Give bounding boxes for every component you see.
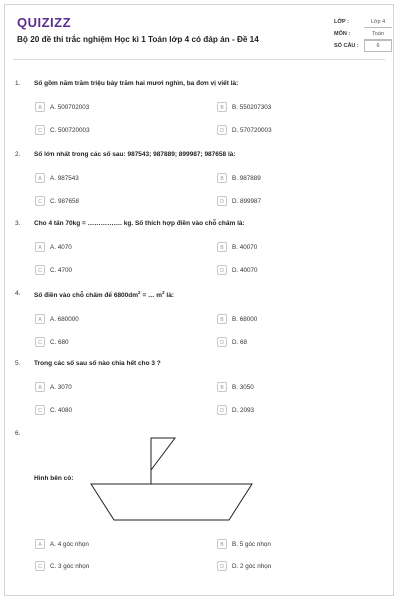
option-text: A. 4070 (50, 243, 72, 251)
document-title: Bộ 20 đề thi trắc nghiệm Học kì 1 Toán lớp 4 có đáp án - Đề 14 (17, 35, 259, 44)
question-text: Số gồm năm trăm triệu bảy trăm hai mươi nghìn, ba đơn vị viết là: (34, 80, 239, 87)
option-letter-box: C (35, 405, 45, 415)
option-text: C. 680 (50, 338, 69, 346)
option-a[interactable] (35, 382, 72, 392)
option-text: A. 4 góc nhọn (50, 540, 89, 548)
option-text: C. 3 góc nhọn (50, 562, 90, 570)
option-b[interactable] (217, 382, 254, 392)
option-text: B. 5 góc nhọn (232, 540, 271, 548)
superscript: 2 (162, 290, 165, 295)
option-text: B. 68000 (232, 315, 258, 323)
option-c[interactable] (35, 196, 79, 206)
quizizz-logo: QUIZIZZ (17, 15, 72, 30)
option-text: D. 899987 (232, 197, 262, 205)
option-d[interactable] (217, 265, 258, 275)
option-c[interactable] (35, 405, 72, 415)
question-text-part: Số điền vào chỗ chấm để 6800dm (34, 292, 139, 300)
option-text: D. 40070 (232, 266, 258, 274)
option-text: C. 4700 (50, 266, 73, 274)
question-text (34, 290, 374, 299)
meta-label-count: SỐ CÂU : (334, 43, 359, 49)
option-letter-box: A (35, 173, 45, 183)
meta-row-grade (334, 16, 392, 28)
option-b[interactable] (217, 173, 261, 183)
option-letter-box: C (35, 265, 45, 275)
option-b[interactable] (217, 242, 257, 252)
question-text: Số lớn nhất trong các số sau: 987543; 987889; 899987; 987658 là: (34, 151, 236, 158)
option-text: A. 987543 (50, 174, 79, 182)
boat-sail (151, 438, 175, 470)
option-letter-box: A (35, 539, 45, 549)
option-letter-box: B (217, 242, 227, 252)
option-letter-box: D (217, 337, 227, 347)
question-number: 2. (15, 151, 21, 158)
option-d[interactable] (217, 337, 247, 347)
option-a[interactable] (35, 242, 72, 252)
option-b[interactable] (217, 539, 271, 549)
option-letter-box: B (217, 314, 227, 324)
boat-hull (91, 484, 252, 520)
option-letter-box: C (35, 561, 45, 571)
option-d[interactable] (217, 196, 261, 206)
option-letter-box: D (217, 265, 227, 275)
worksheet-meta (334, 16, 392, 52)
option-letter-box: D (217, 196, 227, 206)
option-letter-box: B (217, 539, 227, 549)
question-number: 6. (15, 430, 21, 437)
option-text: B. 987889 (232, 174, 261, 182)
option-a[interactable] (35, 539, 89, 549)
option-a[interactable] (35, 173, 79, 183)
option-text: B. 40070 (232, 243, 258, 251)
meta-value-grade: Lớp 4 (364, 17, 392, 28)
question-number: 1. (15, 80, 21, 87)
option-letter-box: B (217, 382, 227, 392)
option-c[interactable] (35, 125, 90, 135)
question-number: 3. (15, 220, 21, 227)
option-text: C. 987658 (50, 197, 80, 205)
header-divider (13, 59, 385, 60)
option-c[interactable] (35, 337, 69, 347)
question-text-part: = … m (140, 292, 163, 300)
option-b[interactable] (217, 102, 271, 112)
option-c[interactable] (35, 265, 72, 275)
option-text: D. 570720003 (232, 126, 272, 134)
option-text: A. 3070 (50, 383, 72, 391)
option-text: D. 68 (232, 338, 248, 346)
option-c[interactable] (35, 561, 89, 571)
meta-row-count (334, 40, 392, 52)
option-d[interactable] (217, 125, 272, 135)
meta-row-subject (334, 28, 392, 40)
option-d[interactable] (217, 405, 254, 415)
option-letter-box: A (35, 242, 45, 252)
superscript: 2 (138, 290, 141, 295)
option-text: B. 3050 (232, 383, 254, 391)
meta-value-count: 6 (364, 40, 392, 52)
question-number: 5. (15, 360, 21, 367)
worksheet-page (4, 4, 394, 596)
option-letter-box: A (35, 382, 45, 392)
question-number: 4. (15, 290, 21, 297)
question-text-part: là: (164, 292, 174, 300)
option-letter-box: C (35, 337, 45, 347)
option-letter-box: A (35, 314, 45, 324)
option-text: B. 550207303 (232, 103, 272, 111)
option-text: C. 500720003 (50, 126, 90, 134)
meta-label-grade: LỚP : (334, 19, 349, 25)
option-text: D. 2093 (232, 406, 255, 414)
question-text: Trong các số sau số nào chia hết cho 3 ? (34, 360, 161, 367)
option-letter-box: C (35, 196, 45, 206)
option-b[interactable] (217, 314, 257, 324)
meta-label-subject: MÔN : (334, 31, 351, 37)
option-text: A. 500702003 (50, 103, 90, 111)
option-letter-box: C (35, 125, 45, 135)
option-text: C. 4080 (50, 406, 73, 414)
option-text: D. 2 góc nhọn (232, 562, 272, 570)
option-d[interactable] (217, 561, 271, 571)
question-text: Hình bên có: (34, 475, 74, 482)
option-letter-box: A (35, 102, 45, 112)
option-letter-box: D (217, 125, 227, 135)
option-a[interactable] (35, 102, 89, 112)
option-a[interactable] (35, 314, 79, 324)
question-text: Cho 4 tấn 70kg = ……………. kg. Số thích hợp điền vào chỗ chấm là: (34, 220, 245, 227)
option-letter-box: D (217, 405, 227, 415)
option-letter-box: B (217, 102, 227, 112)
option-letter-box: D (217, 561, 227, 571)
meta-value-subject: Toán (364, 29, 392, 40)
option-text: A. 680000 (50, 315, 79, 323)
option-letter-box: B (217, 173, 227, 183)
